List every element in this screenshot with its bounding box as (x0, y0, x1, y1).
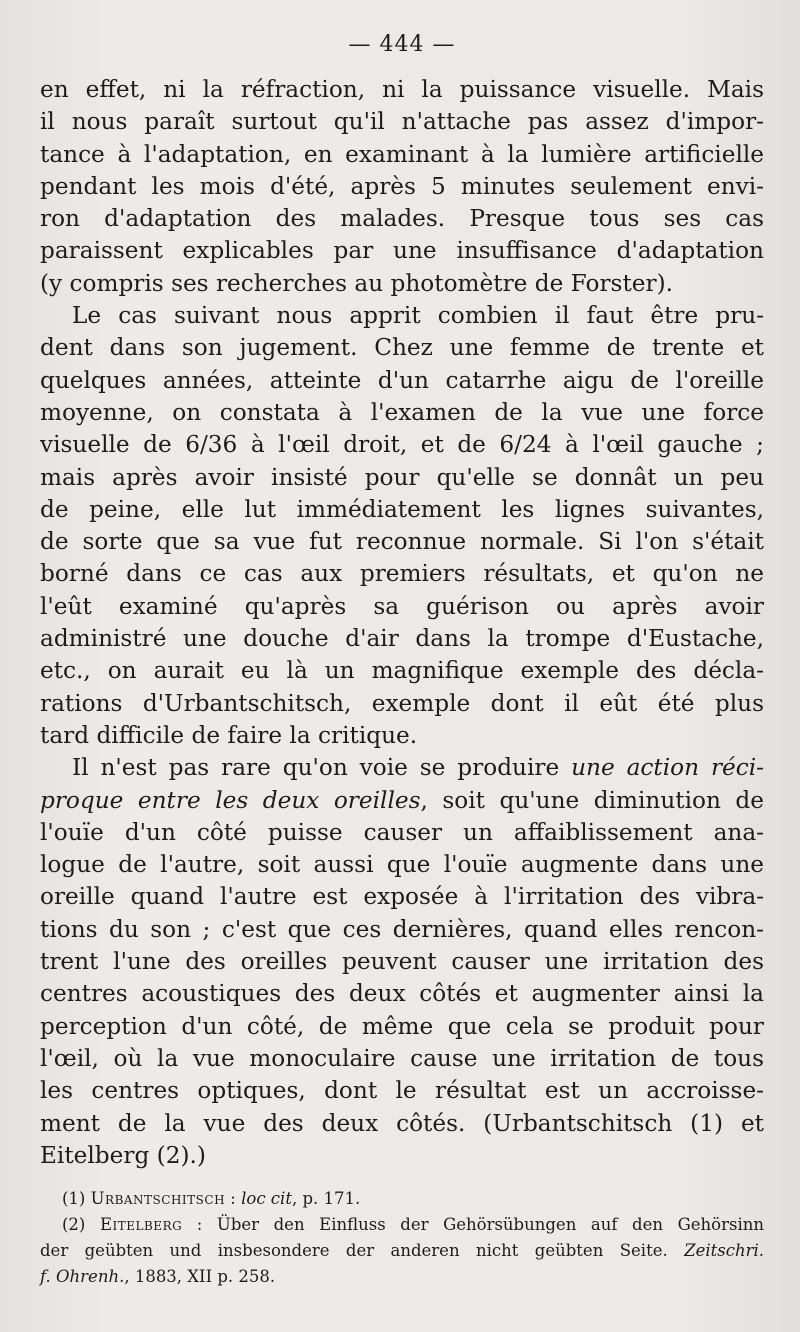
text-line: borné dans ce cas aux premiers résultats, et qu'on ne (40, 560, 764, 588)
footnote-author: Eitelberg (99, 1215, 183, 1235)
text-line: Eitelberg (2).) (40, 1141, 206, 1169)
text-line (40, 752, 764, 784)
footnote-2 (40, 1212, 764, 1238)
italic-emphasis: proque entre les deux oreilles (40, 786, 421, 814)
text-line: visuelle de 6/36 à l'œil droit, et de 6/24 à l'œil gauche ; (40, 431, 764, 459)
text-line: oreille quand l'autre est exposée à l'irritation des vibra- (40, 883, 764, 911)
text-line: etc., on aurait eu là un magnifique exemple des décla- (40, 657, 764, 685)
footnote-text: , p. 171. (291, 1189, 361, 1209)
text-line: paraissent explicables par une insuffisance d'adaptation (40, 237, 764, 265)
text-line: perception d'un côté, de même que cela se produit pour (40, 1012, 764, 1040)
italic-emphasis: une action réci- (571, 754, 764, 782)
footnote-journal: Zeitschri. (684, 1241, 764, 1261)
text-line: l'œil, où la vue monoculaire cause une irritation de tous (40, 1044, 764, 1072)
footnote-reference: loc cit (241, 1189, 292, 1209)
text-line: les centres optiques, dont le résultat est un accroisse- (40, 1077, 764, 1105)
footnote-text: : (225, 1189, 242, 1209)
text-line: tions du son ; c'est que ces dernières, quand elles rencon- (40, 915, 764, 943)
page-number: — 444 — (348, 32, 456, 57)
footnotes (40, 1186, 764, 1290)
footnote-journal: f. Ohrenh. (40, 1267, 125, 1287)
footnote-marker: (2) (62, 1215, 86, 1235)
text-line: en effet, ni la réfraction, ni la puissance visuelle. Mais (40, 76, 764, 103)
footnote-2-continued (40, 1238, 764, 1264)
paragraph-3 (40, 752, 764, 1172)
text-line: ron d'adaptation des malades. Presque tous ses cas (40, 205, 764, 233)
text-line: trent l'une des oreilles peuvent causer une irritation des (40, 948, 764, 976)
text-line: dent dans son jugement. Chez une femme de trente et (40, 334, 764, 362)
text-line: de sorte que sa vue fut reconnue normale. Si l'on s'était (40, 528, 764, 556)
text-line: Le cas suivant nous apprit combien il faut être pru- (72, 302, 764, 330)
text-line: pendant les mois d'été, après 5 minutes seulement envi- (40, 172, 764, 200)
footnote-text: : Über den Einfluss der Gehörsübungen auf den Gehörsinn (182, 1215, 764, 1235)
text-line: l'eût examiné qu'après sa guérison ou après avoir (40, 592, 764, 620)
text-run: Il n'est pas rare qu'on voie se produire (72, 754, 572, 782)
paragraph-2 (40, 300, 764, 752)
text-line: de peine, elle lut immédiatement les lignes suivantes, (40, 495, 764, 523)
text-line: rations d'Urbantschitsch, exemple dont il eût été plus (40, 689, 764, 717)
footnote-text: der geübten und insbesondere der anderen nicht geübten Seite. (40, 1241, 685, 1261)
paragraph-1 (40, 74, 764, 300)
text-line: ment de la vue des deux côtés. (Urbantschitsch (1) et (40, 1109, 764, 1137)
footnote-1 (40, 1186, 764, 1212)
text-run: , soit qu'une diminution de (420, 786, 764, 814)
text-line: administré une douche d'air dans la trompe d'Eustache, (40, 625, 764, 653)
text-line: logue de l'autre, soit aussi que l'ouïe augmente dans une (40, 851, 764, 879)
text-line: il nous paraît surtout qu'il n'attache pas assez d'impor- (40, 108, 764, 136)
text-line: centres acoustiques des deux côtés et augmenter ainsi la (40, 980, 764, 1008)
text-line: moyenne, on constata à l'examen de la vue une force (40, 398, 764, 426)
text-line: tard difficile de faire la critique. (40, 721, 418, 749)
footnote-text: , 1883, XII p. 258. (124, 1267, 276, 1287)
text-line: l'ouïe d'un côté puisse causer un affaiblissement ana- (40, 818, 764, 846)
text-line: quelques années, atteinte d'un catarrhe aigu de l'oreille (40, 366, 764, 394)
footnote-2-continued (40, 1264, 764, 1290)
footnote-author: Urbantschitsch (90, 1189, 226, 1209)
footnote-marker: (1) (62, 1189, 86, 1209)
text-line: mais après avoir insisté pour qu'elle se donnât un peu (40, 463, 764, 491)
text-line (40, 785, 764, 817)
text-line: (y compris ses recherches au photomètre de Forster). (40, 269, 673, 297)
text-line: tance à l'adaptation, en examinant à la lumière artificielle (40, 140, 764, 168)
